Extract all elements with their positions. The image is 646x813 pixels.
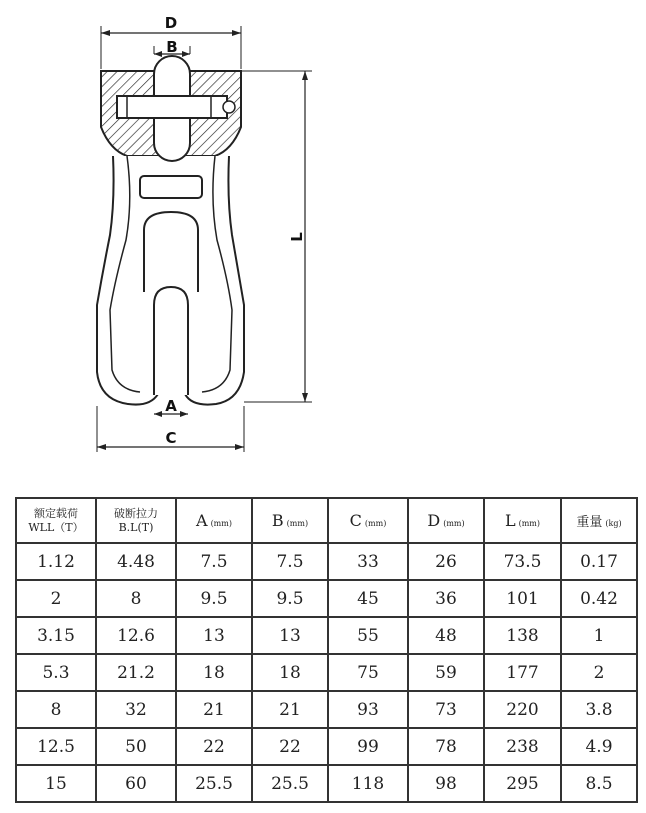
table-cell: 93 [328, 691, 408, 728]
table-cell: 0.17 [561, 543, 637, 580]
table-cell: 0.42 [561, 580, 637, 617]
table-cell: 32 [96, 691, 176, 728]
table-cell: 1.12 [16, 543, 96, 580]
header-a [176, 498, 252, 543]
table-cell: 138 [484, 617, 561, 654]
table-cell: 9.5 [252, 580, 328, 617]
dim-label-d: D [164, 14, 178, 32]
header-bl-line1: 破断拉力 [114, 506, 158, 520]
header-b [252, 498, 328, 543]
table-row [16, 617, 637, 654]
header-d [408, 498, 484, 543]
header-a-symbol: A [196, 511, 208, 530]
table-row [16, 654, 637, 691]
header-l [484, 498, 561, 543]
table-cell: 98 [408, 765, 484, 802]
header-c-unit: (mm) [364, 519, 387, 528]
table-row [16, 728, 637, 765]
table-cell: 12.6 [96, 617, 176, 654]
body-window [140, 176, 202, 198]
table-cell: 18 [252, 654, 328, 691]
table-cell: 13 [252, 617, 328, 654]
table-cell: 5.3 [16, 654, 96, 691]
table-cell: 33 [328, 543, 408, 580]
table-cell: 78 [408, 728, 484, 765]
header-wll-line2: WLL（T） [28, 520, 84, 534]
table-cell: 15 [16, 765, 96, 802]
table-cell: 7.5 [252, 543, 328, 580]
header-d-symbol: D [427, 511, 441, 530]
table-row [16, 765, 637, 802]
table-cell: 3.15 [16, 617, 96, 654]
table-cell: 101 [484, 580, 561, 617]
table-cell: 8 [96, 580, 176, 617]
table-cell: 177 [484, 654, 561, 691]
table-cell: 21.2 [96, 654, 176, 691]
header-c [328, 498, 408, 543]
table-cell: 4.48 [96, 543, 176, 580]
table-cell: 2 [16, 580, 96, 617]
dim-label-a: A [165, 397, 177, 415]
header-b-symbol: B [271, 511, 284, 530]
spec-table [15, 497, 638, 803]
table-cell: 22 [252, 728, 328, 765]
table-cell: 25.5 [252, 765, 328, 802]
table-header-row [16, 498, 637, 543]
table-body [16, 543, 637, 802]
table-cell: 118 [328, 765, 408, 802]
slot-inner [154, 287, 188, 395]
table-cell: 8 [16, 691, 96, 728]
table-cell: 25.5 [176, 765, 252, 802]
header-weight-symbol: 重量 [576, 515, 603, 530]
header-d-unit: (mm) [443, 519, 465, 528]
header-bl-line2: B.L(T) [118, 520, 154, 534]
table-cell: 3.8 [561, 691, 637, 728]
header-wll-line1: 额定载荷 [34, 506, 78, 520]
table-cell: 12.5 [16, 728, 96, 765]
table-cell: 75 [328, 654, 408, 691]
table-cell: 60 [96, 765, 176, 802]
header-a-unit: (mm) [210, 519, 232, 528]
table-cell: 13 [176, 617, 252, 654]
header-wll [16, 498, 96, 543]
table-cell: 21 [252, 691, 328, 728]
table-cell: 1 [561, 617, 637, 654]
table-cell: 18 [176, 654, 252, 691]
header-weight [561, 498, 637, 543]
header-l-symbol: L [504, 511, 516, 530]
table-row [16, 543, 637, 580]
table-cell: 9.5 [176, 580, 252, 617]
table-cell: 73.5 [484, 543, 561, 580]
table-row [16, 691, 637, 728]
header-bl [96, 498, 176, 543]
table-cell: 48 [408, 617, 484, 654]
table-cell: 99 [328, 728, 408, 765]
table-cell: 36 [408, 580, 484, 617]
header-weight-unit: (kg) [605, 519, 622, 528]
table-cell: 55 [328, 617, 408, 654]
table-cell: 8.5 [561, 765, 637, 802]
table-cell: 2 [561, 654, 637, 691]
dim-label-b: B [166, 38, 178, 56]
dim-label-l: L [288, 232, 306, 242]
table-cell: 59 [408, 654, 484, 691]
table-cell: 50 [96, 728, 176, 765]
table-cell: 4.9 [561, 728, 637, 765]
bolt-hole [223, 101, 235, 113]
table-cell: 295 [484, 765, 561, 802]
table-cell: 220 [484, 691, 561, 728]
header-b-unit: (mm) [286, 519, 309, 528]
header-c-symbol: C [349, 511, 362, 530]
table-cell: 21 [176, 691, 252, 728]
table-cell: 238 [484, 728, 561, 765]
table-cell: 7.5 [176, 543, 252, 580]
table-cell: 22 [176, 728, 252, 765]
table-cell: 26 [408, 543, 484, 580]
table-cell: 73 [408, 691, 484, 728]
dim-label-c: C [165, 429, 177, 447]
table-row [16, 580, 637, 617]
table-cell: 45 [328, 580, 408, 617]
header-l-unit: (mm) [518, 519, 541, 528]
